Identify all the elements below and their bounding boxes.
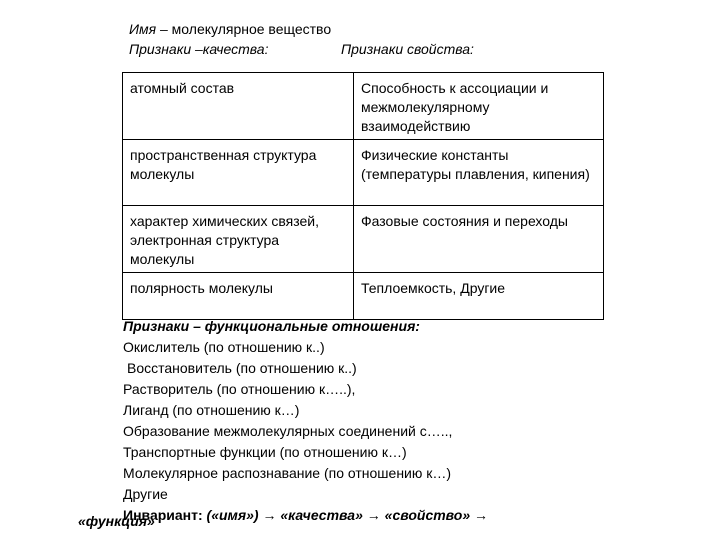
quality-cell: полярность молекулы xyxy=(123,273,354,320)
property-cell: Теплоемкость, Другие xyxy=(354,273,604,320)
list-item: Образование межмолекулярных соединений с….., xyxy=(123,423,453,439)
table-row xyxy=(123,73,604,140)
invariant-label: Инвариант: xyxy=(123,507,203,523)
invariant-formula-end: «функция» xyxy=(78,513,155,529)
list-item: Растворитель (по отношению к…..), xyxy=(123,381,356,397)
property-cell: Фазовые состояния и переходы xyxy=(354,206,604,273)
name-label: Имя – xyxy=(129,21,168,37)
invariant-formula: («имя») → «качества» → «свойство» → xyxy=(206,507,489,523)
qualities-heading: Признаки –качества: xyxy=(129,41,269,57)
list-item: Лиганд (по отношению к…) xyxy=(123,402,300,418)
property-cell: Физические константы (температуры плавления, кипения) xyxy=(354,140,604,206)
properties-heading: Признаки свойства: xyxy=(341,41,474,57)
table-row xyxy=(123,206,604,273)
property-cell: Способность к ассоциации и межмолекулярному взаимодействию xyxy=(354,73,604,140)
functional-relations xyxy=(123,316,488,526)
table-row xyxy=(123,140,604,206)
quality-cell: характер химических связей, электронная структура молекулы xyxy=(123,206,354,273)
list-item: Молекулярное распознавание (по отношению к…) xyxy=(123,465,452,481)
table-row xyxy=(123,273,604,320)
name-value: молекулярное вещество xyxy=(167,21,332,37)
list-item: Другие xyxy=(123,486,168,502)
quality-cell: пространственная структура молекулы xyxy=(123,140,354,206)
invariant-line xyxy=(123,505,488,526)
list-item: Восстановитель (по отношению к..) xyxy=(127,360,357,376)
list-item: Окислитель (по отношению к..) xyxy=(123,339,325,355)
qualities-properties-table xyxy=(122,72,604,320)
functions-heading: Признаки – функциональные отношения: xyxy=(123,318,420,334)
quality-cell: атомный состав xyxy=(123,73,354,140)
list-item: Транспортные функции (по отношению к…) xyxy=(123,444,407,460)
name-line xyxy=(129,20,331,38)
